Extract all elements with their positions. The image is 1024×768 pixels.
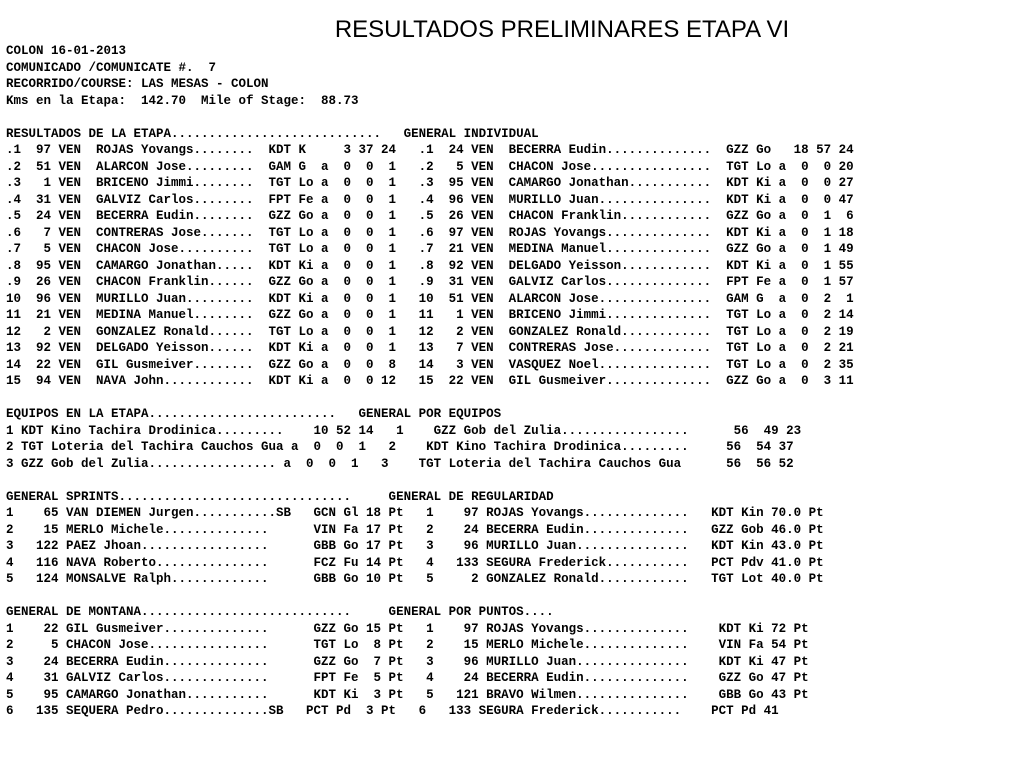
document-line: 5 95 CAMARGO Jonathan........... KDT Ki 3 Pt 5 121 BRAVO Wilmen............... GBB Go 43 Pt (6, 687, 809, 702)
document-line: 3 122 PAEZ Jhoan................. GBB Go 17 Pt 3 96 MURILLO Juan............... KDT Kin 43.0 Pt (6, 539, 824, 553)
document-line: 10 96 VEN MURILLO Juan......... KDT Ki a 0 0 1 10 51 VEN ALARCON Jose............... GAM G a 0 2 1 (6, 291, 854, 306)
document-line: GENERAL SPRINTS............................... GENERAL DE REGULARIDAD (6, 489, 554, 504)
document-line: .1 97 VEN ROJAS Yovangs........ KDT K 3 37 24 .1 24 VEN BECERRA Eudin.............. GZZ Go 18 57 24 (6, 143, 854, 157)
document-line: 12 2 VEN GONZALEZ Ronald...... TGT Lo a 0 0 1 12 2 VEN GONZALEZ Ronald............ TGT Lo a 0 2 19 (6, 324, 854, 339)
page-title: RESULTADOS PRELIMINARES ETAPA VI (334, 16, 790, 43)
document-line: 2 TGT Loteria del Tachira Cauchos Gua a 0 0 1 2 KDT Kino Tachira Drodinica......... 56 54 37 (6, 440, 794, 454)
document-line: .5 24 VEN BECERRA Eudin........ GZZ Go a 0 0 1 .5 26 VEN CHACON Franklin............ GZZ Go a 0 1 6 (6, 209, 854, 223)
document-line: 5 124 MONSALVE Ralph............. GBB Go 10 Pt 5 2 GONZALEZ Ronald............ TGT Lot 40.0 Pt (6, 572, 824, 586)
document-line: 1 65 VAN DIEMEN Jurgen...........SB GCN Gl 18 Pt 1 97 ROJAS Yovangs.............. KDT Kin 70.0 Pt (6, 506, 824, 520)
document-line: RECORRIDO/COURSE: LAS MESAS - COLON (6, 77, 269, 91)
document-line: COMUNICADO /COMUNICATE #. 7 (6, 60, 217, 75)
document-line: 3 GZZ Gob del Zulia................. a 0 0 1 3 TGT Loteria del Tachira Cauchos Gua 56 56 52 (6, 456, 794, 471)
document-line: .8 95 VEN CAMARGO Jonathan..... KDT Ki a 0 0 1 .8 92 VEN DELGADO Yeisson............ KDT Ki a 0 1 55 (6, 258, 854, 273)
document-line: Kms en la Etapa: 142.70 Mile of Stage: 88.73 (6, 93, 359, 108)
document-line: .3 1 VEN BRICENO Jimmi........ TGT Lo a 0 0 1 .3 95 VEN CAMARGO Jonathan........... KDT Ki a 0 0 27 (6, 176, 854, 190)
document-line: 15 94 VEN NAVA John............ KDT Ki a 0 0 12 15 22 VEN GIL Gusmeiver.............. GZZ Go a 0 3 11 (6, 374, 854, 388)
document-line: 11 21 VEN MEDINA Manuel........ GZZ Go a 0 0 1 11 1 VEN BRICENO Jimmi.............. TGT Lo a 0 2 14 (6, 308, 854, 322)
document-line: 14 22 VEN GIL Gusmeiver........ GZZ Go a 0 0 8 14 3 VEN VASQUEZ Noel............... TGT Lo a 0 2 35 (6, 357, 854, 372)
document-line: .7 5 VEN CHACON Jose.......... TGT Lo a 0 0 1 .7 21 VEN MEDINA Manuel.............. GZZ Go a 0 1 49 (6, 242, 854, 256)
document-line: 4 116 NAVA Roberto............... FCZ Fu 14 Pt 4 133 SEGURA Frederick........... PCT Pdv 41.0 Pt (6, 555, 824, 570)
document-line: 1 KDT Kino Tachira Drodinica......... 10 52 14 1 GZZ Gob del Zulia................. 56 49 23 (6, 423, 802, 438)
document-line: 2 15 MERLO Michele.............. VIN Fa 17 Pt 2 24 BECERRA Eudin.............. GZZ Gob 46.0 Pt (6, 522, 824, 537)
document-line: 2 5 CHACON Jose................ TGT Lo 8 Pt 2 15 MERLO Michele.............. VIN Fa 54 Pt (6, 638, 809, 652)
document-line: EQUIPOS EN LA ETAPA......................... GENERAL POR EQUIPOS (6, 407, 502, 421)
document-line: .4 31 VEN GALVIZ Carlos........ FPT Fe a 0 0 1 .4 96 VEN MURILLO Juan............... KDT Ki a 0 0 47 (6, 192, 854, 207)
document-line: .6 7 VEN CONTRERAS Jose....... TGT Lo a 0 0 1 .6 97 VEN ROJAS Yovangs.............. KDT Ki a 0 1 18 (6, 225, 854, 240)
document-line: GENERAL DE MONTANA............................ GENERAL POR PUNTOS.... (6, 605, 554, 619)
document-line: 3 24 BECERRA Eudin.............. GZZ Go 7 Pt 3 96 MURILLO Juan............... KDT Ki 47 Pt (6, 654, 809, 669)
document-line: 6 135 SEQUERA Pedro..............SB PCT Pd 3 Pt 6 133 SEGURA Frederick........... PCT Pd 41 (6, 704, 779, 718)
document-line: .9 26 VEN CHACON Franklin...... GZZ Go a 0 0 1 .9 31 VEN GALVIZ Carlos.............. FPT Fe a 0 1 57 (6, 275, 854, 289)
document-line: 1 22 GIL Gusmeiver.............. GZZ Go 15 Pt 1 97 ROJAS Yovangs.............. KDT Ki 72 Pt (6, 621, 809, 636)
document-line: RESULTADOS DE LA ETAPA............................ GENERAL INDIVIDUAL (6, 126, 539, 141)
document-line: COLON 16-01-2013 (6, 44, 127, 58)
document-line: 13 92 VEN DELGADO Yeisson...... KDT Ki a 0 0 1 13 7 VEN CONTRERAS Jose............. TGT Lo a 0 2 21 (6, 341, 854, 355)
document-line: .2 51 VEN ALARCON Jose......... GAM G a 0 0 1 .2 5 VEN CHACON Jose................ TGT Lo a 0 0 20 (6, 159, 854, 174)
document-line: 4 31 GALVIZ Carlos.............. FPT Fe 5 Pt 4 24 BECERRA Eudin.............. GZZ Go 47 Pt (6, 671, 809, 685)
